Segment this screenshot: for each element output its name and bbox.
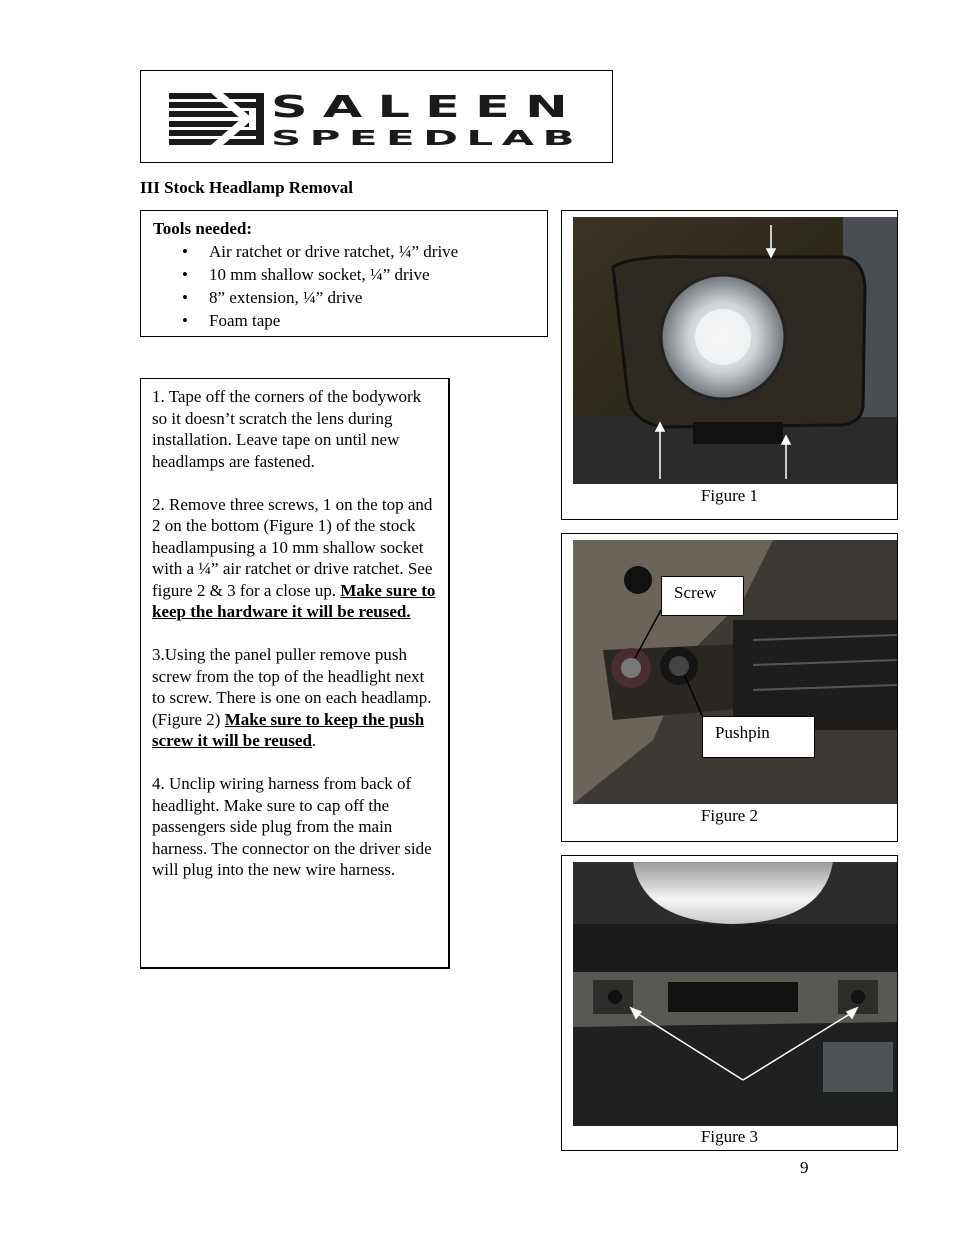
step-1: 1. Tape off the corners of the bodywork so it doesn’t scratch the lens during installation. Leave tape on until new headlamps are fastened. bbox=[152, 387, 422, 471]
list-item: • 10 mm shallow socket, ¼” drive bbox=[153, 263, 547, 286]
step-3 bbox=[152, 644, 440, 752]
figure-1-caption: Figure 1 bbox=[700, 486, 759, 505]
tools-needed-box bbox=[140, 210, 548, 337]
saleen-speedlab-logo bbox=[140, 70, 613, 163]
step-2 bbox=[152, 494, 440, 623]
step-4: 4. Unclip wiring harness from back of headlight. Make sure to cap off the passengers side plug from the main harness. The connector on the driver side will plug into the new wire harness. bbox=[152, 774, 432, 879]
list-item: • 8” extension, ¼” drive bbox=[153, 286, 547, 309]
figure-3 bbox=[561, 855, 898, 1151]
figure-2 bbox=[561, 533, 898, 842]
figure-1-photo bbox=[573, 217, 897, 484]
tools-title: Tools needed: bbox=[153, 219, 253, 238]
figure-2-caption: Figure 2 bbox=[700, 806, 759, 825]
callout-screw: Screw bbox=[661, 576, 744, 616]
figure-3-photo bbox=[573, 862, 897, 1126]
logo-text-saleen: SALEEN bbox=[271, 90, 583, 125]
step-2-text: 2. Remove three screws, 1 on the top and 2 on the bottom (Figure 1) of the stock headlampusing a 10 mm shallow socket with a ¼” air ratchet or drive ratchet. See figure 2 & 3 for a close up. bbox=[152, 494, 433, 600]
step-3-emphasis: Make sure to keep the push screw it will be reused bbox=[152, 709, 425, 750]
logo-text-speedlab: SPEEDLAB bbox=[271, 126, 583, 150]
figure-3-caption: Figure 3 bbox=[700, 1127, 759, 1146]
page-number: 9 bbox=[800, 1158, 809, 1177]
figure-1 bbox=[561, 210, 898, 520]
instructions-box bbox=[140, 378, 450, 969]
logo-graphic bbox=[141, 71, 614, 164]
callout-pushpin: Pushpin bbox=[702, 716, 815, 758]
list-item: • Air ratchet or drive ratchet, ¼” drive bbox=[153, 240, 547, 263]
list-item: • Foam tape bbox=[153, 309, 547, 332]
step-3-text: 3.Using the panel puller remove push screw from the top of the headlight next to screw. There is one on each headlamp. (Figure 2) bbox=[152, 645, 432, 729]
step-3-end: . bbox=[311, 731, 317, 750]
tools-list bbox=[153, 240, 547, 332]
step-2-emphasis: Make sure to keep the hardware it will be reused. bbox=[152, 580, 436, 621]
section-heading: III Stock Headlamp Removal bbox=[140, 178, 353, 197]
